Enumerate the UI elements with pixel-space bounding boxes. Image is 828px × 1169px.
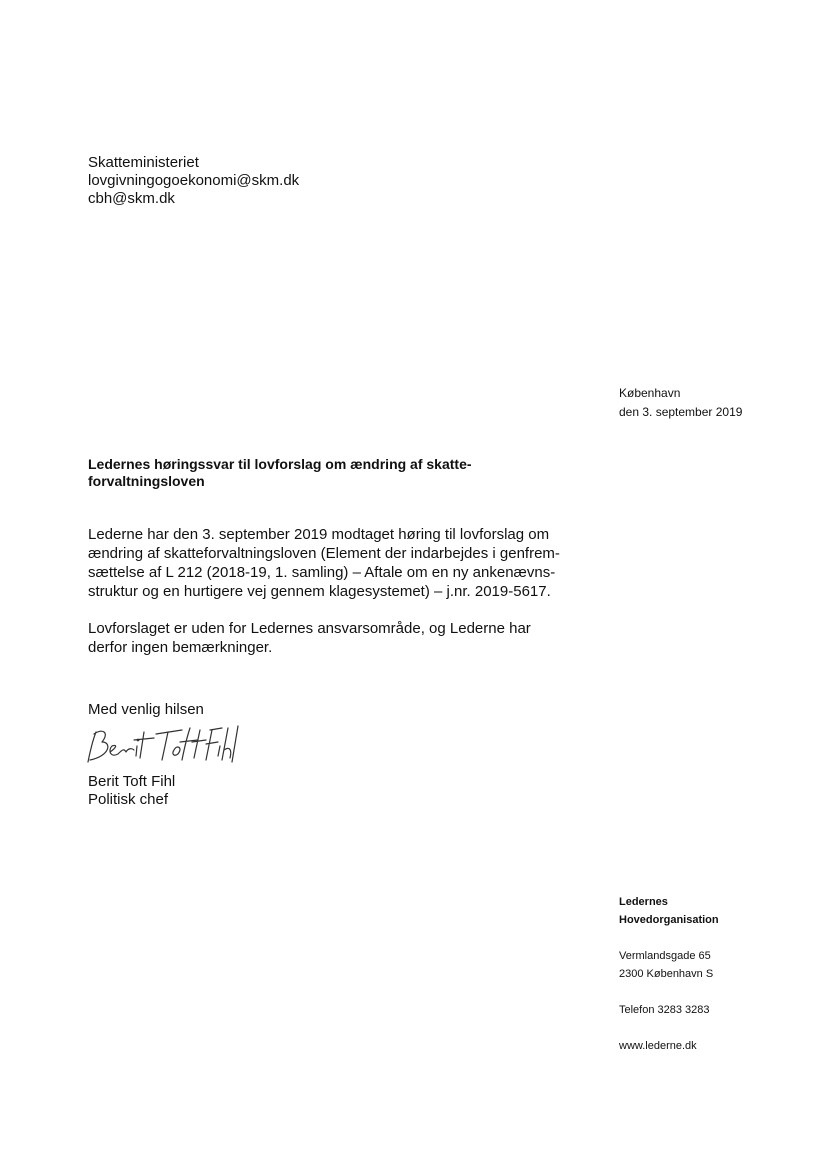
recipient-block bbox=[88, 154, 299, 208]
paragraph-line: derfor ingen bemærkninger. bbox=[88, 639, 273, 656]
signer-title: Politisk chef bbox=[88, 791, 169, 808]
organisation-address bbox=[619, 947, 719, 983]
organisation-name-line2: Hovedorganisation bbox=[619, 914, 719, 926]
recipient-name: Skatteministeriet bbox=[88, 154, 199, 171]
place-date-block bbox=[619, 384, 742, 422]
organisation-name: Ledernes bbox=[619, 896, 668, 908]
date: den 3. september 2019 bbox=[619, 405, 743, 419]
handwritten-signature bbox=[82, 722, 242, 770]
paragraph-line: sættelse af L 212 (2018-19, 1. samling) – Aftale om en ny ankenævns- bbox=[88, 564, 556, 581]
paragraph bbox=[88, 525, 558, 601]
city: København bbox=[619, 386, 681, 400]
signer-name: Berit Toft Fihl bbox=[88, 773, 176, 790]
recipient-email: lovgivningogoekonomi@skm.dk bbox=[88, 172, 300, 189]
paragraph-line: Lederne har den 3. september 2019 modtaget høring til lovforslag om bbox=[88, 526, 550, 543]
paragraph-line: struktur og en hurtigere vej gennem klagesystemet) – j.nr. 2019-5617. bbox=[88, 583, 551, 600]
subject-line: Ledernes høringssvar til lovforslag om ændring af skatte- bbox=[88, 456, 472, 472]
address-street: Vermlandsgade 65 bbox=[619, 950, 711, 962]
organisation-block bbox=[619, 893, 719, 1055]
organisation-phone: Telefon 3283 3283 bbox=[619, 1004, 710, 1016]
address-city: 2300 København S bbox=[619, 968, 714, 980]
letter-body bbox=[88, 525, 558, 657]
signer-block bbox=[88, 773, 175, 809]
recipient-email-secondary: cbh@skm.dk bbox=[88, 190, 175, 207]
paragraph-line: Lovforslaget er uden for Ledernes ansvarsområde, og Lederne har bbox=[88, 620, 531, 637]
closing-salutation: Med venlig hilsen bbox=[88, 701, 204, 718]
subject-heading bbox=[88, 456, 528, 490]
subject-line: forvaltningsloven bbox=[88, 473, 205, 489]
paragraph bbox=[88, 619, 558, 657]
organisation-website: www.lederne.dk bbox=[619, 1040, 697, 1052]
paragraph-line: ændring af skatteforvaltningsloven (Element der indarbejdes i genfrem- bbox=[88, 545, 560, 562]
